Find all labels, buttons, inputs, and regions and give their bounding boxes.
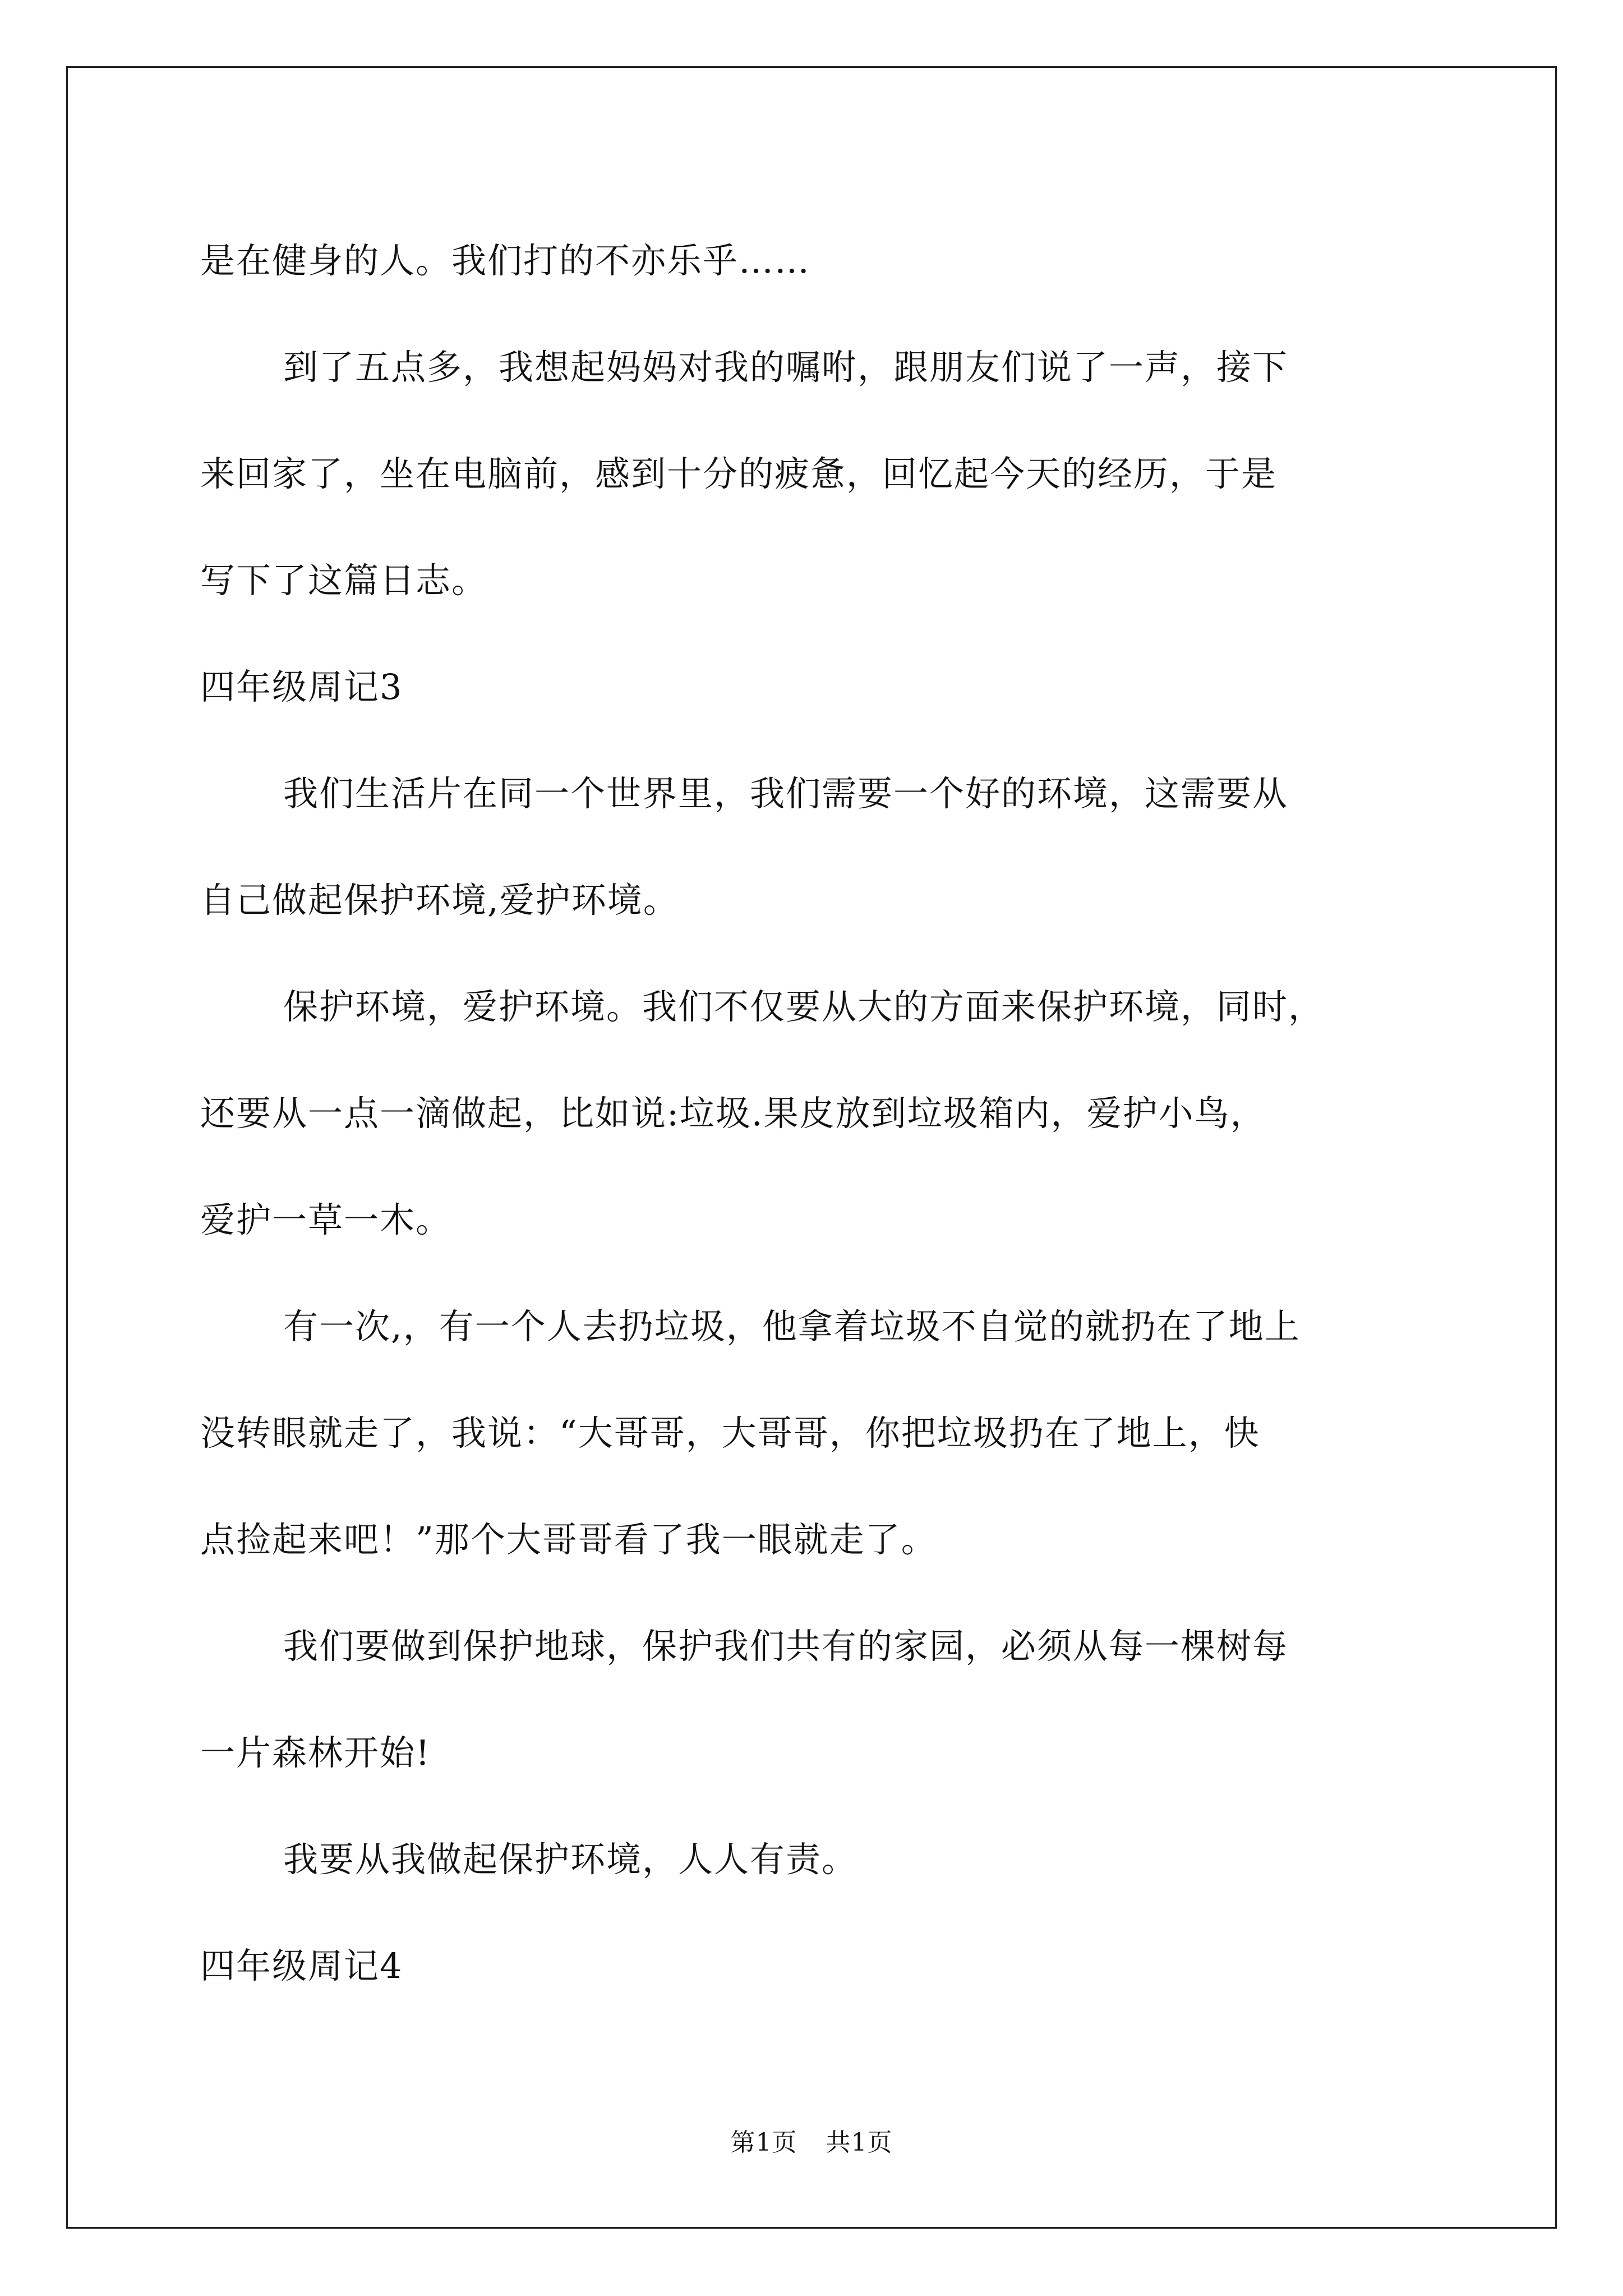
section-heading: 四年级周记3 [200, 666, 403, 707]
text-line: 还要从一点一滴做起，比如说:垃圾.果皮放到垃圾箱内，爱护小鸟， [200, 1093, 1266, 1134]
text-line: 一片森林开始! [200, 1732, 431, 1773]
text-line: 我们生活片在同一个世界里，我们需要一个好的环境，这需要从 [283, 773, 1289, 814]
page-total: 共1页 [826, 2128, 893, 2157]
text-line: 到了五点多，我想起妈妈对我的嘱咐，跟朋友们说了一声，接下 [283, 347, 1289, 388]
text-line: 写下了这篇日志。 [200, 560, 488, 601]
text-line: 来回家了，坐在电脑前，感到十分的疲惫，回忆起今天的经历，于是 [200, 453, 1278, 494]
text-line: 点捡起来吧！”那个大哥哥看了我一眼就走了。 [200, 1519, 937, 1560]
page-number: 第1页 [730, 2128, 797, 2157]
page-footer [0, 2126, 1623, 2160]
text-line: 爱护一草一木。 [200, 1199, 452, 1240]
text-line: 我们要做到保护地球，保护我们共有的家园，必须从每一棵树每 [283, 1626, 1289, 1667]
text-line: 是在健身的人。我们打的不亦乐乎…… [200, 240, 811, 281]
text-line: 保护环境，爱护环境。我们不仅要从大的方面来保护环境，同时， [283, 986, 1325, 1027]
text-line: 自己做起保护环境,爱护环境。 [200, 880, 679, 921]
text-line: 我要从我做起保护环境，人人有责。 [283, 1839, 858, 1880]
text-line: 没转眼就走了，我说：“大哥哥，大哥哥，你把垃圾扔在了地上，快 [200, 1412, 1260, 1453]
document-body [200, 208, 1423, 2019]
section-heading: 四年级周记4 [200, 1945, 403, 1986]
text-line: 有一次,，有一个人去扔垃圾，他拿着垃圾不自觉的就扔在了地上 [283, 1306, 1301, 1347]
